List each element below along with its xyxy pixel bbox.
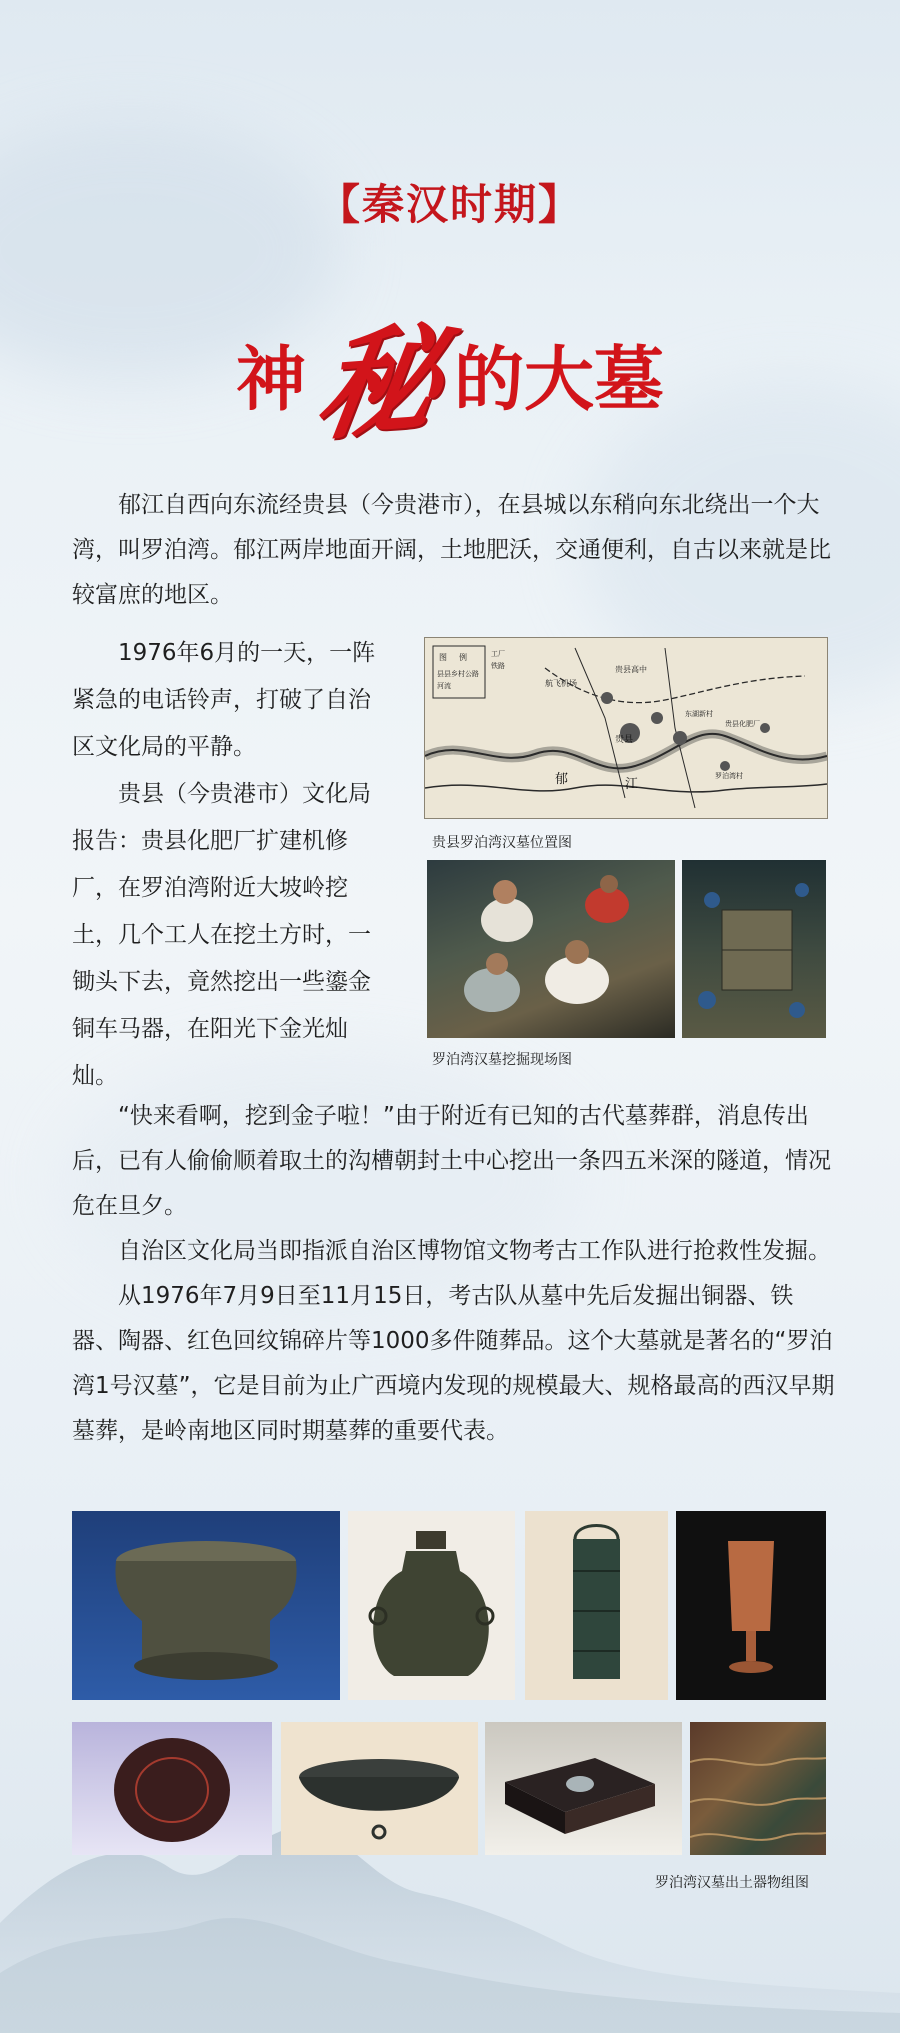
artifact-bronze-cylinder xyxy=(525,1511,668,1700)
excavation-result-paragraph: 从1976年7月9日至11月15日，考古队从墓中先后发掘出铜器、铁器、陶器、红色回纹锦碎片等1000多件随葬品。这个大墓就是著名的“罗泊湾1号汉墓”，它是目前为止广西境内发现的规模最大、规格最高的西汉早期墓葬，是岭南地区同时期墓葬的重要代表。 xyxy=(72,1283,835,1444)
dig-caption: 罗泊湾汉墓挖掘现场图 xyxy=(432,1052,572,1068)
left-text-column xyxy=(72,630,382,1100)
bronze-detail-illustration xyxy=(690,1722,826,1855)
intro-section xyxy=(72,483,837,618)
workers-illustration xyxy=(427,860,675,1038)
map-legend-road: 县县乡村公路 xyxy=(437,670,479,678)
report-paragraph: 贵县（今贵港市）文化局报告：贵县化肥厂扩建机修厂，在罗泊湾附近大坡岭挖土，几个工人在挖土方时，一锄头下去，竟然挖出一些鎏金铜车马器，在阳光下金光灿灿。 xyxy=(72,781,371,1089)
title-text-rest: 的大墓 xyxy=(454,337,664,421)
map-drawing xyxy=(425,638,827,818)
title-char-shen: 神 xyxy=(236,337,306,421)
site-illustration xyxy=(682,860,826,1038)
map-legend-title: 图 xyxy=(439,653,447,662)
artifact-bronze-drum xyxy=(72,1511,340,1700)
bronze-drum-illustration xyxy=(72,1511,340,1700)
map-legend-railway: 铁路 xyxy=(491,662,505,670)
artifacts-caption: 罗泊湾汉墓出土器物组图 xyxy=(655,1875,809,1891)
artifact-lacquer-plate xyxy=(72,1722,272,1855)
map-label-village-2: 罗泊湾村 xyxy=(715,772,743,780)
map-legend-river: 河流 xyxy=(437,682,451,690)
map-legend-factory: 工厂 xyxy=(491,650,505,658)
intro-paragraph: 郁江自西向东流经贵县（今贵港市），在县城以东稍向东北绕出一个大湾，叫罗泊湾。郁江两岸地面开阔，土地肥沃，交通便利，自古以来就是比较富庶的地区。 xyxy=(72,492,831,608)
phone-call-paragraph: 1976年6月的一天，一阵紧急的电话铃声，打破了自治区文化局的平静。 xyxy=(72,640,376,760)
bronze-basin-illustration xyxy=(281,1722,478,1855)
jade-cup-illustration xyxy=(676,1511,826,1700)
artifact-bronze-pot xyxy=(348,1511,515,1700)
rescue-paragraph: 自治区文化局当即指派自治区博物馆文物考古工作队进行抢救性发掘。 xyxy=(118,1238,831,1264)
artifact-jade-cup xyxy=(676,1511,826,1700)
artifact-bronze-detail xyxy=(690,1722,826,1855)
period-heading: 【秦汉时期】 xyxy=(317,180,582,229)
artifact-lacquer-box xyxy=(485,1722,682,1855)
discovery-paragraph: “快来看啊，挖到金子啦！”由于附近有已知的古代墓葬群，消息传出后，已有人偷偷顺着取土的沟槽朝封土中心挖出一条四五米深的隧道，情况危在旦夕。 xyxy=(72,1103,831,1219)
main-narrative xyxy=(72,1094,837,1454)
excavation-photo-workers xyxy=(427,860,675,1038)
map-label-school: 贵县高中 xyxy=(615,665,647,674)
excavation-photo-site xyxy=(682,860,826,1038)
artifact-bronze-basin xyxy=(281,1722,478,1855)
map-label-airport: 航飞机场 xyxy=(545,679,577,688)
lacquer-box-illustration xyxy=(485,1722,682,1855)
map-river-label-2: 江 xyxy=(625,777,639,792)
lacquer-plate-illustration xyxy=(72,1722,272,1855)
bronze-pot-illustration xyxy=(348,1511,515,1700)
page-title xyxy=(0,288,900,460)
map-label-village-1: 东湖新村 xyxy=(685,710,713,718)
map-legend-title-2: 例 xyxy=(459,653,467,662)
map-label-county: 贵县 xyxy=(615,735,634,745)
map-caption: 贵县罗泊湾汉墓位置图 xyxy=(432,835,572,851)
bronze-cylinder-illustration xyxy=(525,1511,668,1700)
map-label-village-3: 贵县化肥厂 xyxy=(725,720,760,728)
location-map xyxy=(424,637,828,819)
map-river-label-1: 郁 xyxy=(555,772,569,787)
title-calligraphy-mi: 秘 xyxy=(307,308,450,458)
